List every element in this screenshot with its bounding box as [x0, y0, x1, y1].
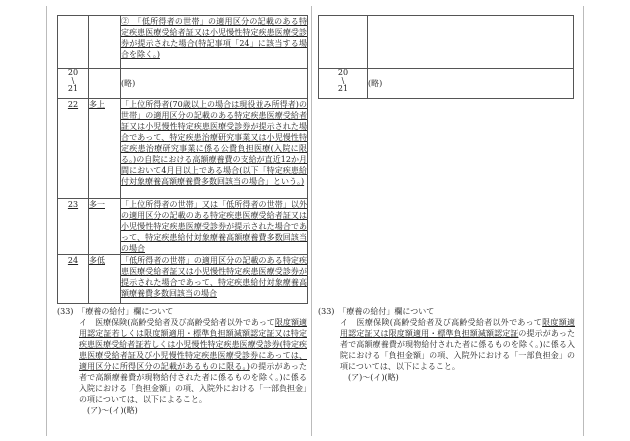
row-text: 「上位所得者の世帯」又は「低所得者の世帯」以外の適用区分の記載のある特定疾患医療受給者証又は小児慢性特定疾患医療受診券が提示された場合であって、特定疾患給付対象療養高額療養費多数回該当の場合	[121, 200, 307, 253]
amended-section-33	[57, 306, 307, 416]
row-number: 23	[58, 199, 89, 255]
table-row	[58, 199, 308, 255]
row-text: (略)	[121, 69, 308, 99]
section-heading: (33) 「療養の給付」欄について	[318, 307, 435, 316]
section-subitem: (ア)～(イ)(略)	[348, 373, 399, 382]
row-code	[89, 69, 121, 99]
row-code: 多上	[89, 99, 121, 199]
current-special-notes-table	[318, 15, 574, 99]
row-text: 「低所得者の世帯」の適用区分の記載のある特定疾患医療受給者証又は小児慢性特定疾患医療受診券が提示された場合であって、特定疾患給付対象療養高額療養費多数回該当の場合	[121, 255, 308, 304]
current-section-33	[318, 306, 575, 383]
table-row	[58, 69, 308, 99]
row-number	[319, 16, 368, 69]
row-number: 20 \ 21	[319, 69, 368, 99]
row-code: 多一	[89, 199, 121, 255]
row-text	[368, 16, 574, 69]
left-margin-rule	[46, 6, 47, 436]
right-margin-rule	[583, 6, 584, 436]
row-text: 「上位所得者(70歳以上の場合は現役並み所得者)の世帯」の適用区分の記載のある特定疾患医療受給者証又は小児慢性特定疾患医療受診券が提示された場合であって、特定疾患治療研究事業又は小児慢性特定疾患治療研究事業に係る公費負担医療(入院に限る。)の自院における高額療養費の支給が直近12か月間において4月目以上である場合(以下「特定疾患給付対象療養高額療養費多数回該当の場合」という。)	[121, 99, 308, 199]
table-row	[58, 255, 308, 304]
amended-special-notes-table	[57, 15, 308, 304]
row-number: 24	[58, 255, 89, 304]
table-row	[58, 16, 308, 69]
row-text: (略)	[368, 69, 574, 99]
row-code: 多低	[89, 255, 121, 304]
table-row	[319, 69, 574, 99]
row-code	[89, 16, 121, 69]
row-number: 20 \ 21	[58, 69, 89, 99]
row-text: ② 「低所得者の世帯」の適用区分の記載のある特定疾患医療受給者証又は小児慢性特定疾患医療受診券が提示された場合(特記事項「24」に該当する場合を除く。)	[121, 16, 308, 69]
section-paragraph: イ 医療保険(高齢受給者及び高齢受給者以外であって限度額適用認定証若しくは限度額適用・標準負担額減額認定証又は特定疾患医療受給者証若しくは小児慢性特定疾患医療受診券(特定疾患医療受給者証及び小児慢性特定疾患医療受診券にあっては、適用区分に所得区分の記載があるものに限る。)の提示があった者で高額療養費が現物給付された者に係るものを除く。)に係る入院における「負担金額」の項、入院外における「一部負担金」の項については、以下によること。	[79, 318, 308, 404]
section-heading: (33) 「療養の給付」欄について	[57, 307, 174, 316]
section-paragraph: イ 医療保険(高齢受給者及び高齢受給者以外であって限度額適用認定証又は限度額適用・標準負担額減額認定証の提示があった者で高額療養費が現物給付された者に係るものを除く。)に係る入院における「負担金額」の項、入院外における「一部負担金」の項については、以下によること。	[340, 318, 576, 371]
table-row	[319, 16, 574, 69]
table-row	[58, 99, 308, 199]
center-rule	[311, 6, 312, 436]
row-number	[58, 16, 89, 69]
section-subitem: (ア)～(イ)(略)	[87, 406, 138, 415]
row-number: 22	[58, 99, 89, 199]
